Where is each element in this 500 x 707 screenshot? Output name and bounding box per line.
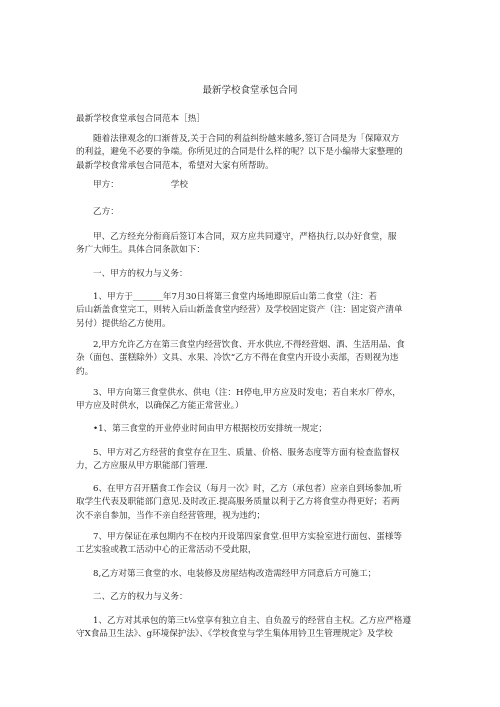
text-line: 最新学校食常承包合同范本，希望对大家有所帮助。 — [76, 160, 274, 171]
text-line: 甲方应及时供水，以确保乙方能正常营业。） — [76, 401, 244, 412]
clause-5 — [76, 447, 440, 474]
text-line: 力，乙方应服从甲方职能部门管理. — [76, 461, 208, 472]
clause-6 — [76, 483, 440, 523]
preamble-paragraph — [76, 231, 440, 258]
page-title: 最新学校食堂承包合同 — [202, 85, 298, 96]
party-b-label: 乙方： — [93, 207, 119, 217]
text-line: •1、第三食堂的开业停业时间由甲方根据校历安排统一规定； — [93, 424, 327, 434]
clause-3 — [76, 387, 440, 414]
text-line: 的利益，避免不必要的争端。你所见过的合同是什么样的呢？以下是小编帯大家整理的 — [76, 147, 403, 158]
text-line: 工艺实验或教工活动中心的正常活动不受此限， — [76, 545, 257, 556]
text-line: 1、乙方对其承包的第三t⅛堂享有独立自主、自负盈亏的经营自主权。乙方应严格遵 — [93, 616, 412, 626]
party-a — [93, 179, 188, 192]
text-line: 随着法律观念的口渐普及,关于合同的利益纠纷越来越多,签订合同是为「保障双方 — [93, 134, 400, 144]
section-heading-2 — [76, 591, 440, 604]
text-line: 6、在甲方召开膳食工作会议（每月一次》时，乙方（承包者）应亲自到场参加,听 — [93, 484, 402, 494]
text-line: 守X食品卫生法》、g环境保护法》、《学校食堂与学生集体用钤卫生管理规定》及学校 — [76, 629, 393, 640]
text-line: 取学生代表及职能部门意见.及时改正.提高服务质量以利于乙方将食堂办得更好；若两 — [76, 497, 400, 508]
text-line: 另付）提供给乙方使用。 — [76, 318, 171, 329]
clause-2 — [76, 339, 440, 379]
intro-paragraph — [76, 133, 440, 173]
party-a-value: 学校 — [170, 180, 188, 190]
text-line: 8,乙方对第三食堂的水、电装修及房屋结构改造需经甲方同意后方可施工； — [93, 569, 377, 579]
clause-1 — [76, 291, 440, 331]
party-a-label: 甲方： — [93, 180, 119, 190]
section-heading-1 — [76, 268, 440, 281]
text-line: 后山新盖食堂完工，则转入后山新盖食堂内经营）及学校固定资产（注：固定资产清单 — [76, 305, 403, 316]
text-line: 杂（面包、蛋糕除外）文具、水果、冷饮“乙方不得在食堂内开设小卖部，否则视为违 — [76, 353, 399, 364]
text-line: 5、甲方对乙方经营的食堂存在卫生、质量、价格、服务态度等方面有检查监督权 — [93, 448, 400, 458]
section-title: 二、乙方的权力与义务： — [93, 592, 188, 602]
text-line: 1、甲方于_______年7月30日将第三食堂内场地即原后山第二食堂（注：若 — [93, 292, 377, 302]
clause-9 — [76, 615, 440, 642]
subtitle — [76, 113, 440, 126]
text-line: 次不亲自参加，当作不亲自经营管理，视为违约； — [76, 510, 266, 521]
text-line: 7、甲方保证在承包期内不在校内开设第四家食堂.但甲方实验室进行面包、蛋様等 — [93, 532, 402, 542]
clause-8 — [76, 568, 440, 581]
text-line: 甲、乙方经充分衔商后签订本合同，双方应共同遵守，严格执行,以办好食堂，服 — [93, 232, 397, 242]
text-line: 3、甲方向第三食堂供水、供电（注：H停电,甲方应及时发电；若自来水厂停水， — [93, 388, 401, 398]
party-b — [93, 206, 119, 219]
text-line: 务广大师生。具体合同条款如下： — [76, 245, 205, 256]
section-title: 一、甲方的权力与义务： — [93, 269, 188, 279]
clause-4 — [76, 423, 440, 436]
subtitle-text: 最新学校食堂承包合同范本［热］ — [76, 114, 205, 124]
text-line: 2,甲方允许乙方在第三食堂内经营饮食、开水供应,不得经营烟、酒、生活用品、食 — [93, 340, 405, 350]
text-line: 约。 — [76, 366, 94, 377]
clause-7 — [76, 531, 440, 558]
